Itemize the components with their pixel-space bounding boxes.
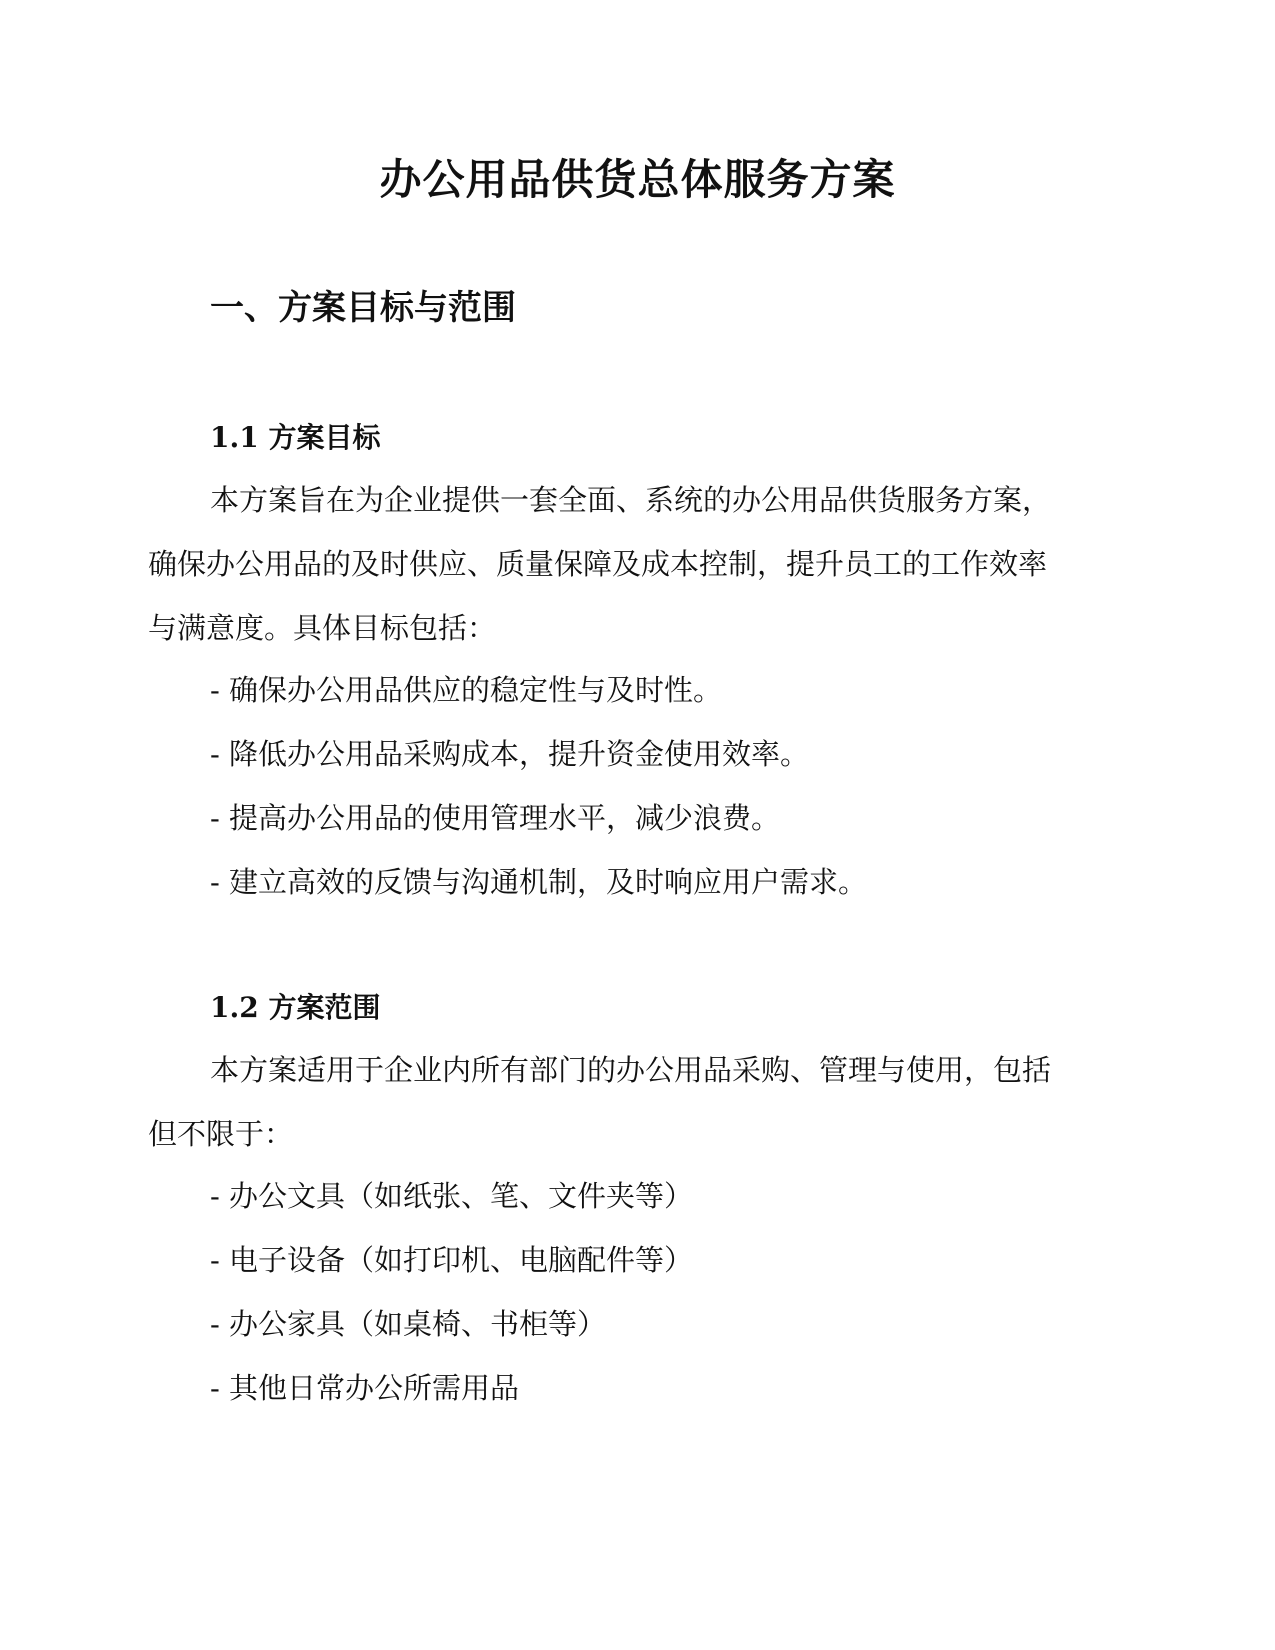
goals-list-item: - 建立高效的反馈与沟通机制，及时响应用户需求。 [210,865,868,899]
goals-list-item: - 确保办公用品供应的稳定性与及时性。 [210,673,723,707]
scope-paragraph: 本方案适用于企业内所有部门的办公用品采购、管理与使用，包括但不限于： [148,1053,1052,1151]
goals-list-item: - 提高办公用品的使用管理水平，减少浪费。 [210,801,781,835]
scope-list-item: - 办公文具（如纸张、笔、文件夹等） [210,1179,694,1213]
section-heading: 一、方案目标与范围 [210,288,516,328]
subsection-heading-goals: 1.1 方案目标 [210,421,381,454]
document-title: 办公用品供货总体服务方案 [379,155,896,204]
scope-list-item: - 其他日常办公所需用品 [210,1371,520,1405]
goals-paragraph: 本方案旨在为企业提供一套全面、系统的办公用品供货服务方案，确保办公用品的及时供应、质量保障及成本控制，提升员工的工作效率与满意度。具体目标包括： [148,483,1052,645]
subsection-heading-scope: 1.2 方案范围 [210,991,381,1024]
scope-list-item: - 办公家具（如桌椅、书柜等） [210,1307,607,1341]
goals-list-item: - 降低办公用品采购成本，提升资金使用效率。 [210,737,810,771]
scope-list-item: - 电子设备（如打印机、电脑配件等） [210,1243,694,1277]
